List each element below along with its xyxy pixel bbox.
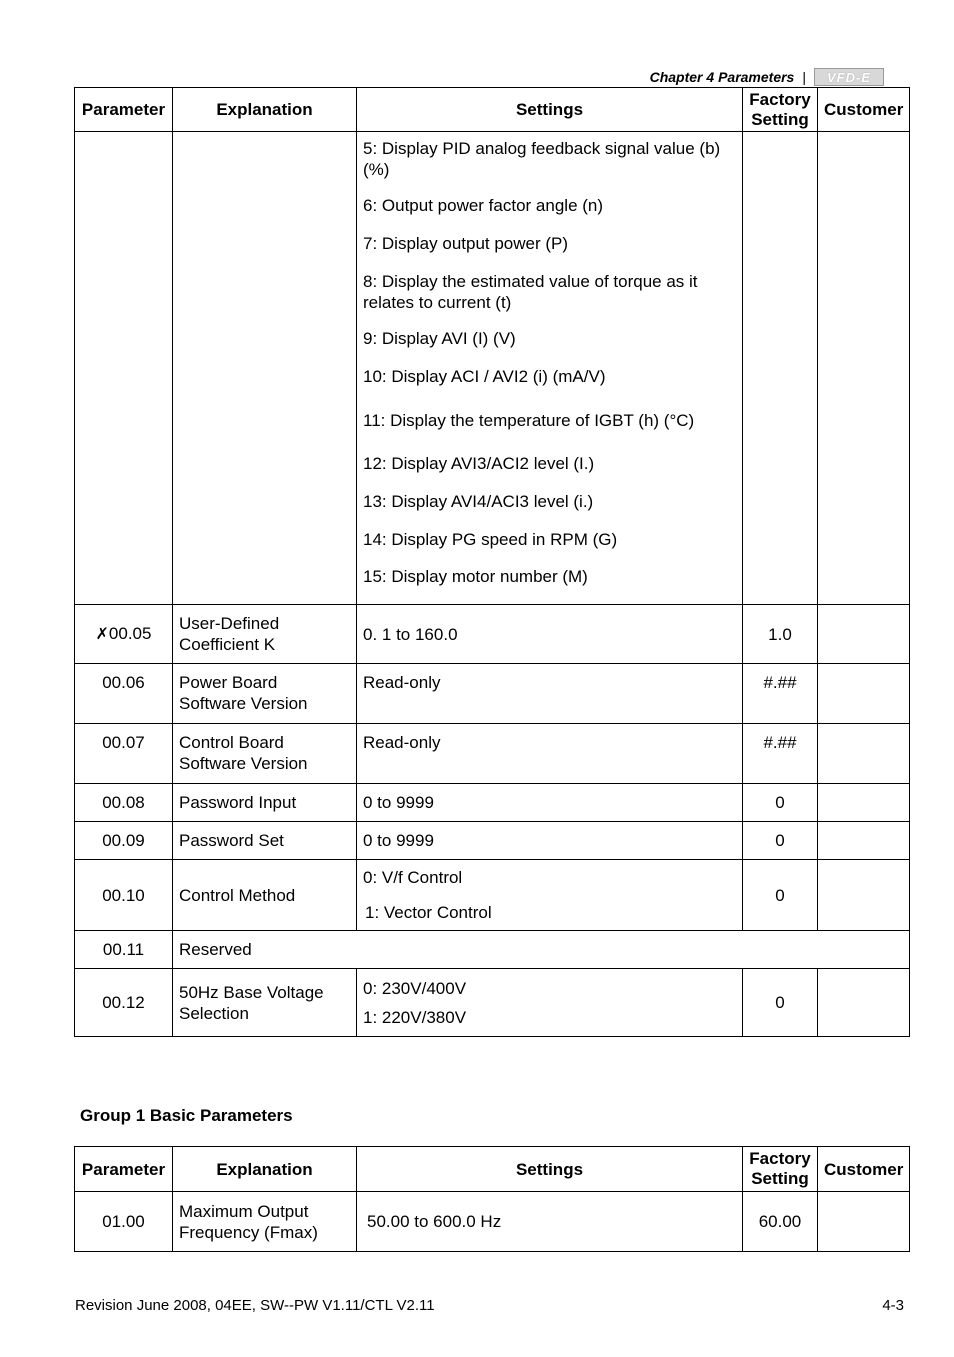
col-customer: Customer: [818, 88, 910, 132]
factory-cell: 0: [743, 860, 818, 931]
settings-cell-continuation: [357, 132, 743, 605]
factory-cell: #.##: [743, 664, 818, 724]
header-separator: |: [802, 69, 806, 85]
param-cell: 00.06: [75, 664, 173, 724]
setting-line: 0: V/f Control: [363, 868, 463, 887]
page-header: [650, 66, 884, 88]
expl-cell-empty: [173, 132, 357, 605]
setting-line: 12: Display AVI3/ACI2 level (I.): [363, 454, 595, 473]
settings-cell: 50.00 to 600.0 Hz: [357, 1192, 743, 1252]
chapter-title: Chapter 4 Parameters: [649, 69, 795, 85]
settings-cell: 0. 1 to 160.0: [357, 605, 743, 664]
expl-line: User-Defined: [179, 614, 280, 633]
expl-cell: [173, 664, 357, 724]
expl-line: Selection: [179, 1003, 249, 1023]
expl-cell: Password Input: [173, 784, 357, 822]
param-cell: 00.09: [75, 822, 173, 860]
expl-line: Software Version: [179, 754, 308, 773]
settings-cell: Read-only: [357, 724, 743, 784]
customer-cell: [818, 724, 910, 784]
settings-cell: [357, 860, 743, 931]
factory-cell: 0: [743, 784, 818, 822]
col-factory-line1: Factory: [749, 89, 811, 109]
customer-cell: [818, 860, 910, 931]
table-row: [75, 784, 910, 822]
setting-line: 11: Display the temperature of IGBT (h) (°C): [363, 411, 695, 430]
setting-line: 7: Display output power (P): [363, 234, 569, 253]
setting-line: 9: Display AVI (I) (V): [363, 329, 516, 348]
customer-cell: [818, 784, 910, 822]
col-parameter: Parameter: [75, 88, 173, 132]
expl-cell: [173, 1192, 357, 1252]
factory-cell: #.##: [743, 724, 818, 784]
setting-line: 5: Display PID analog feedback signal value (b) (%): [363, 139, 721, 179]
col-factory-setting: [743, 1147, 818, 1192]
param-cell: 00.12: [75, 969, 173, 1037]
customer-cell: [818, 822, 910, 860]
table-row: [75, 132, 910, 605]
setting-line: 8: Display the estimated value of torque as it relates to current (t): [363, 272, 698, 312]
table-row: [75, 724, 910, 784]
setting-line: 1: Vector Control: [365, 903, 492, 922]
parameter-table-group1: [74, 1146, 910, 1252]
col-explanation: Explanation: [173, 1147, 357, 1192]
param-cell: 00.07: [75, 724, 173, 784]
table-header-row: [75, 88, 910, 132]
table-row: [75, 822, 910, 860]
expl-cell-reserved: Reserved: [173, 931, 910, 969]
setting-line: 13: Display AVI4/ACI3 level (i.): [363, 492, 594, 511]
expl-line: Frequency (Fmax): [179, 1222, 318, 1242]
customer-cell: [818, 664, 910, 724]
customer-cell-empty: [818, 132, 910, 605]
expl-line: Power Board: [179, 673, 278, 692]
customer-cell: [818, 605, 910, 664]
expl-line: Coefficient K: [179, 635, 276, 654]
parameter-table-group0: [74, 87, 910, 1037]
settings-cell: 0 to 9999: [357, 822, 743, 860]
col-factory-line2: Setting: [751, 109, 809, 129]
settings-cell: Read-only: [357, 664, 743, 724]
setting-line: 10: Display ACI / AVI2 (i) (mA/V): [363, 367, 606, 386]
param-cell-empty: [75, 132, 173, 605]
setting-line: 6: Output power factor angle (n): [363, 196, 604, 215]
page-footer: [75, 1297, 904, 1314]
setting-line: 15: Display motor number (M): [363, 567, 588, 586]
expl-line: Control Board: [179, 733, 284, 752]
setting-line: 0: 230V/400V: [363, 978, 467, 998]
table-row: [75, 605, 910, 664]
table-row: [75, 931, 910, 969]
expl-cell: [173, 605, 357, 664]
col-factory-line1: Factory: [749, 1149, 811, 1168]
expl-line: Maximum Output: [179, 1201, 309, 1221]
col-settings: Settings: [357, 1147, 743, 1192]
table-header-row: [75, 1147, 910, 1192]
writable-while-running-icon: ✗: [95, 626, 109, 643]
expl-cell: [173, 724, 357, 784]
expl-cell: Password Set: [173, 822, 357, 860]
expl-cell: [173, 969, 357, 1037]
expl-cell: Control Method: [173, 860, 357, 931]
table-row: [75, 969, 910, 1037]
expl-line: Software Version: [179, 694, 308, 713]
revision-text: Revision June 2008, 04EE, SW--PW V1.11/CTL V2.11: [75, 1297, 435, 1314]
customer-cell: [818, 969, 910, 1037]
param-cell: 00.08: [75, 784, 173, 822]
expl-line: 50Hz Base Voltage: [179, 982, 324, 1002]
factory-cell: 0: [743, 969, 818, 1037]
col-explanation: Explanation: [173, 88, 357, 132]
table-row: [75, 860, 910, 931]
setting-line: 14: Display PG speed in RPM (G): [363, 530, 618, 549]
col-factory-setting: [743, 88, 818, 132]
group-1-title: Group 1 Basic Parameters: [80, 1106, 293, 1125]
page-number: 4-3: [882, 1297, 904, 1314]
settings-cell: [357, 969, 743, 1037]
factory-cell: 60.00: [743, 1192, 818, 1252]
param-cell: 00.10: [75, 860, 173, 931]
col-parameter: Parameter: [75, 1147, 173, 1192]
col-customer: Customer: [818, 1147, 910, 1192]
param-cell: 01.00: [75, 1192, 173, 1252]
customer-cell: [818, 1192, 910, 1252]
factory-cell: 1.0: [743, 605, 818, 664]
factory-cell-empty: [743, 132, 818, 605]
param-cell: 00.11: [75, 931, 173, 969]
param-cell: [75, 605, 173, 664]
factory-cell: 0: [743, 822, 818, 860]
settings-cell: 0 to 9999: [357, 784, 743, 822]
table-row: [75, 1192, 910, 1252]
setting-line: 1: 220V/380V: [363, 1007, 467, 1027]
col-factory-line2: Setting: [751, 1169, 809, 1188]
col-settings: Settings: [357, 88, 743, 132]
table-row: [75, 664, 910, 724]
vfd-e-logo: VFD-E: [814, 68, 884, 86]
param-number: 00.05: [108, 624, 152, 643]
